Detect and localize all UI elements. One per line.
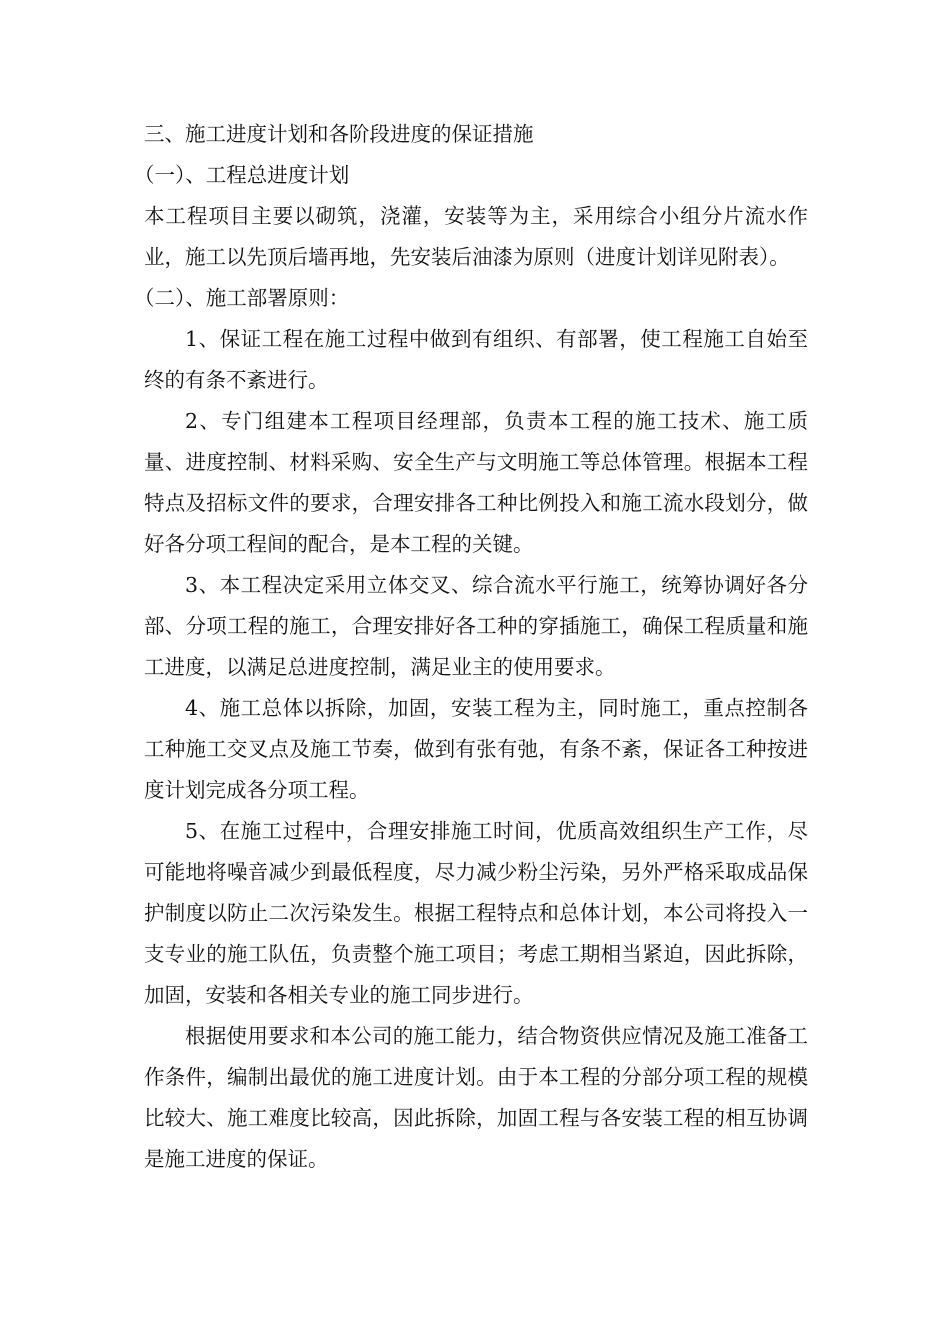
principle-item-3: 3、本工程决定采用立体交叉、综合流水平行施工，统筹协调好各分部、分项工程的施工，合理安排好各工种的穿插施工，确保工程质量和施工进度，以满足总进度控制，满足业主的使用要求。 [144, 573, 808, 679]
section-heading: 三、施工进度计划和各阶段进度的保证措施 [144, 122, 534, 146]
principle-item-4: 4、施工总体以拆除，加固，安装工程为主，同时施工，重点控制各工种施工交叉点及施工节奏，做到有张有弛，有条不紊，保证各工种按进度计划完成各分项工程。 [144, 696, 808, 802]
closing-paragraph: 根据使用要求和本公司的施工能力，结合物资供应情况及施工准备工作条件，编制出最优的施工进度计划。由于本工程的分部分项工程的规模比较大、施工难度比较高，因此拆除，加固工程与各安装工程的相互协调是施工进度的保证。 [144, 1024, 808, 1171]
principle-item-1: 1、保证工程在施工过程中做到有组织、有部署，使工程施工自始至终的有条不紊进行。 [144, 327, 808, 392]
section2-title: （二）、施工部署原则： [134, 286, 350, 310]
principle-item-2: 2、专门组建本工程项目经理部，负责本工程的施工技术、施工质量、进度控制、材料采购、安全生产与文明施工等总体管理。根据本工程特点及招标文件的要求，合理安排各工种比例投入和施工流水段划分，做好各分项工程间的配合，是本工程的关键。 [144, 409, 808, 556]
principle-item-5: 5、在施工过程中，合理安排施工时间，优质高效组织生产工作，尽可能地将噪音减少到最低程度，尽力减少粉尘污染，另外严格采取成品保护制度以防止二次污染发生。根据工程特点和总体计划，本公司将投入一支专业的施工队伍，负责整个施工项目；考虑工期相当紧迫，因此拆除，加固，安装和各相关专业的施工同步进行。 [144, 819, 808, 1007]
section1-body: 本工程项目主要以砌筑，浇灌，安装等为主，采用综合小组分片流水作业，施工以先顶后墙再地，先安装后油漆为原则（进度计划详见附表）。 [144, 204, 808, 269]
section1-title: （一）、工程总进度计划 [134, 163, 350, 187]
document-body [134, 114, 808, 1180]
